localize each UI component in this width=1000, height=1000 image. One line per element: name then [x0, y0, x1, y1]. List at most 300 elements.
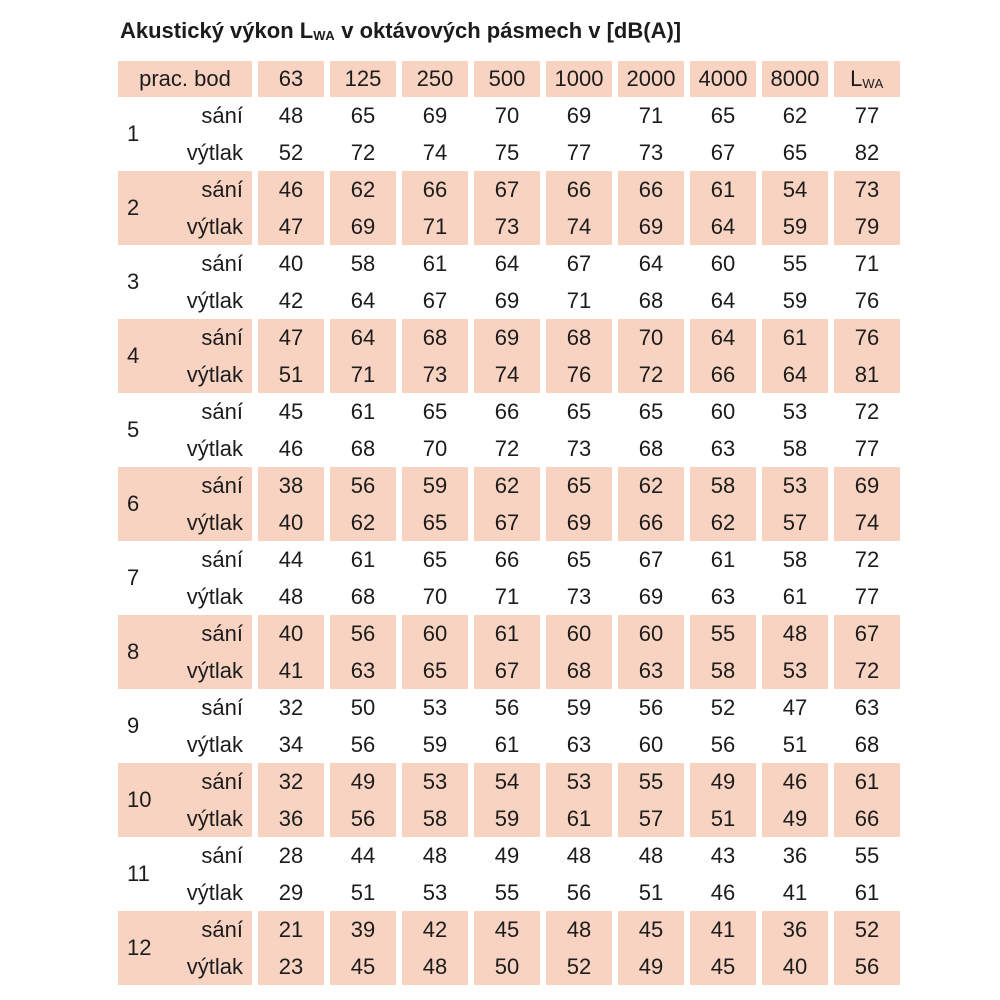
value-cell: 64 — [762, 356, 828, 393]
value-cell: 68 — [402, 319, 468, 356]
value-cell: 60 — [618, 615, 684, 652]
row-label-sani: sání — [201, 399, 243, 424]
row-label-vytlak: výtlak — [186, 658, 243, 683]
value-cell: 62 — [690, 504, 756, 541]
value-cell: 41 — [782, 879, 808, 905]
value-cell: 46 — [278, 435, 304, 461]
value-cell: 61 — [762, 319, 828, 356]
value-cell: 48 — [422, 842, 448, 868]
group-5-sani-row — [118, 393, 900, 430]
value-cell: 56 — [834, 948, 900, 985]
group-12-label-cell — [118, 911, 252, 985]
value-cell: 60 — [402, 615, 468, 652]
value-cell: 71 — [566, 287, 592, 313]
value-cell: 23 — [258, 948, 324, 985]
row-label-vytlak: výtlak — [186, 362, 243, 387]
value-cell: 60 — [638, 731, 664, 757]
value-cell: 40 — [762, 948, 828, 985]
value-cell: 76 — [854, 287, 880, 313]
value-cell: 41 — [258, 652, 324, 689]
group-row-labels — [187, 171, 243, 245]
group-12-sani-row — [118, 911, 900, 948]
value-cell: 34 — [278, 731, 304, 757]
group-row-labels — [187, 467, 243, 541]
value-cell: 56 — [330, 800, 396, 837]
value-cell: 49 — [618, 948, 684, 985]
group-row-labels — [187, 97, 243, 171]
group-7-sani-row — [118, 541, 900, 578]
row-label-vytlak: výtlak — [186, 140, 243, 165]
value-cell: 49 — [762, 800, 828, 837]
value-cell: 51 — [258, 356, 324, 393]
value-cell: 69 — [638, 583, 664, 609]
value-cell: 54 — [474, 763, 540, 800]
value-cell: 41 — [690, 911, 756, 948]
value-cell: 63 — [566, 731, 592, 757]
value-cell: 45 — [330, 948, 396, 985]
value-cell: 67 — [474, 171, 540, 208]
value-cell: 59 — [762, 208, 828, 245]
value-cell: 54 — [762, 171, 828, 208]
title-text: Akustický výkon L — [120, 18, 314, 43]
value-cell: 68 — [854, 731, 880, 757]
value-cell: 69 — [834, 467, 900, 504]
group-number: 4 — [127, 343, 140, 368]
value-cell: 32 — [258, 763, 324, 800]
group-5-label-cell — [118, 393, 252, 467]
value-cell: 73 — [566, 583, 592, 609]
value-cell: 65 — [402, 504, 468, 541]
value-cell: 67 — [710, 139, 736, 165]
group-8-sani-row — [118, 615, 900, 652]
row-label-sani: sání — [201, 621, 243, 646]
value-cell: 67 — [638, 546, 664, 572]
value-cell: 71 — [330, 356, 396, 393]
value-cell: 72 — [834, 652, 900, 689]
row-label-sani: sání — [201, 177, 243, 202]
value-cell: 39 — [330, 911, 396, 948]
value-cell: 66 — [618, 504, 684, 541]
value-cell: 64 — [710, 287, 736, 313]
value-cell: 63 — [710, 583, 736, 609]
value-cell: 65 — [566, 546, 592, 572]
value-cell: 55 — [854, 842, 880, 868]
value-cell: 49 — [330, 763, 396, 800]
value-cell: 60 — [710, 250, 736, 276]
value-cell: 70 — [422, 583, 448, 609]
value-cell: 64 — [494, 250, 520, 276]
octave-band-table — [112, 61, 906, 985]
row-label-sani: sání — [201, 843, 243, 868]
value-cell: 60 — [710, 398, 736, 424]
value-cell: 40 — [258, 615, 324, 652]
value-cell: 61 — [474, 615, 540, 652]
group-label-wrap — [118, 393, 252, 467]
group-11-sani-row — [118, 837, 900, 874]
value-cell: 71 — [402, 208, 468, 245]
group-label-wrap — [118, 245, 252, 319]
value-cell: 65 — [638, 398, 664, 424]
value-cell: 64 — [638, 250, 664, 276]
value-cell: 58 — [782, 435, 808, 461]
value-cell: 77 — [854, 102, 880, 128]
value-cell: 77 — [854, 435, 880, 461]
group-row-labels — [187, 911, 243, 985]
value-cell: 67 — [422, 287, 448, 313]
value-cell: 66 — [618, 171, 684, 208]
value-cell: 74 — [422, 139, 448, 165]
value-cell: 56 — [566, 879, 592, 905]
value-cell: 62 — [330, 504, 396, 541]
value-cell: 44 — [278, 546, 304, 572]
group-7-label-cell — [118, 541, 252, 615]
value-cell: 36 — [782, 842, 808, 868]
column-header-4000: 4000 — [690, 61, 756, 97]
value-cell: 47 — [258, 208, 324, 245]
value-cell: 61 — [710, 546, 736, 572]
value-cell: 63 — [710, 435, 736, 461]
value-cell: 66 — [546, 171, 612, 208]
column-header-prac-bod: prac. bod — [118, 61, 252, 97]
value-cell: 40 — [278, 250, 304, 276]
group-number: 7 — [127, 565, 140, 590]
lwa-main: L — [850, 66, 863, 91]
group-number: 2 — [127, 195, 140, 220]
value-cell: 71 — [638, 102, 664, 128]
value-cell: 73 — [834, 171, 900, 208]
group-number: 12 — [127, 935, 152, 960]
value-cell: 66 — [494, 398, 520, 424]
value-cell: 45 — [278, 398, 304, 424]
column-header-2000: 2000 — [618, 61, 684, 97]
value-cell: 72 — [350, 139, 376, 165]
group-2-sani-row — [118, 171, 900, 208]
value-cell: 70 — [422, 435, 448, 461]
title-subscript: WA — [313, 28, 336, 43]
value-cell: 72 — [618, 356, 684, 393]
value-cell: 72 — [854, 546, 880, 572]
value-cell: 65 — [402, 652, 468, 689]
column-header-250: 250 — [402, 61, 468, 97]
value-cell: 48 — [278, 102, 304, 128]
group-2-label-cell — [118, 171, 252, 245]
value-cell: 75 — [494, 139, 520, 165]
page-title — [120, 18, 1000, 47]
row-label-vytlak: výtlak — [186, 880, 243, 905]
value-cell: 52 — [546, 948, 612, 985]
value-cell: 66 — [834, 800, 900, 837]
row-label-sani: sání — [201, 769, 243, 794]
value-cell: 53 — [762, 652, 828, 689]
value-cell: 55 — [782, 250, 808, 276]
value-cell: 61 — [350, 398, 376, 424]
value-cell: 55 — [690, 615, 756, 652]
row-label-vytlak: výtlak — [186, 806, 243, 831]
value-cell: 68 — [546, 652, 612, 689]
value-cell: 79 — [834, 208, 900, 245]
group-9-label-cell — [118, 689, 252, 763]
group-label-wrap — [118, 171, 252, 245]
group-1-sani-row — [118, 97, 900, 134]
value-cell: 76 — [834, 319, 900, 356]
value-cell: 53 — [422, 879, 448, 905]
value-cell: 61 — [690, 171, 756, 208]
row-label-sani: sání — [201, 547, 243, 572]
value-cell: 63 — [854, 694, 880, 720]
value-cell: 69 — [330, 208, 396, 245]
value-cell: 59 — [422, 731, 448, 757]
value-cell: 58 — [690, 467, 756, 504]
value-cell: 82 — [854, 139, 880, 165]
value-cell: 45 — [690, 948, 756, 985]
value-cell: 71 — [854, 250, 880, 276]
value-cell: 61 — [422, 250, 448, 276]
value-cell: 81 — [834, 356, 900, 393]
value-cell: 51 — [638, 879, 664, 905]
value-cell: 36 — [762, 911, 828, 948]
group-row-labels — [187, 245, 243, 319]
group-row-labels — [187, 393, 243, 467]
value-cell: 65 — [350, 102, 376, 128]
group-3-label-cell — [118, 245, 252, 319]
value-cell: 66 — [690, 356, 756, 393]
row-label-vytlak: výtlak — [186, 288, 243, 313]
row-label-sani: sání — [201, 103, 243, 128]
value-cell: 65 — [710, 102, 736, 128]
value-cell: 65 — [782, 139, 808, 165]
row-label-vytlak: výtlak — [186, 510, 243, 535]
group-row-labels — [187, 837, 243, 911]
value-cell: 53 — [762, 467, 828, 504]
value-cell: 62 — [618, 467, 684, 504]
group-label-wrap — [118, 763, 252, 837]
value-cell: 67 — [474, 504, 540, 541]
value-cell: 42 — [402, 911, 468, 948]
value-cell: 52 — [834, 911, 900, 948]
column-header-lwa — [834, 61, 900, 97]
group-number: 6 — [127, 491, 140, 516]
value-cell: 48 — [638, 842, 664, 868]
group-4-label-cell — [118, 319, 252, 393]
value-cell: 67 — [566, 250, 592, 276]
group-row-labels — [187, 689, 243, 763]
value-cell: 74 — [834, 504, 900, 541]
group-label-wrap — [118, 837, 252, 911]
value-cell: 74 — [546, 208, 612, 245]
value-cell: 64 — [690, 319, 756, 356]
group-number: 11 — [127, 861, 150, 886]
value-cell: 64 — [350, 287, 376, 313]
value-cell: 56 — [350, 731, 376, 757]
value-cell: 65 — [422, 398, 448, 424]
row-label-vytlak: výtlak — [186, 436, 243, 461]
group-row-labels — [187, 615, 243, 689]
value-cell: 66 — [494, 546, 520, 572]
value-cell: 38 — [258, 467, 324, 504]
value-cell: 55 — [494, 879, 520, 905]
value-cell: 58 — [350, 250, 376, 276]
column-header-63: 63 — [258, 61, 324, 97]
value-cell: 36 — [258, 800, 324, 837]
value-cell: 48 — [566, 842, 592, 868]
group-number: 9 — [127, 713, 140, 738]
group-1-label-cell — [118, 97, 252, 171]
value-cell: 73 — [402, 356, 468, 393]
group-number: 5 — [127, 417, 140, 442]
group-label-wrap — [118, 689, 252, 763]
value-cell: 32 — [278, 694, 304, 720]
group-10-sani-row — [118, 763, 900, 800]
value-cell: 65 — [422, 546, 448, 572]
value-cell: 57 — [762, 504, 828, 541]
value-cell: 70 — [494, 102, 520, 128]
group-label-wrap — [118, 467, 252, 541]
value-cell: 69 — [566, 102, 592, 128]
value-cell: 69 — [546, 504, 612, 541]
group-label-wrap — [118, 97, 252, 171]
group-label-wrap — [118, 541, 252, 615]
group-9-sani-row — [118, 689, 900, 726]
value-cell: 56 — [710, 731, 736, 757]
value-cell: 44 — [350, 842, 376, 868]
value-cell: 61 — [854, 879, 880, 905]
value-cell: 68 — [350, 583, 376, 609]
group-11-label-cell — [118, 837, 252, 911]
group-6-sani-row — [118, 467, 900, 504]
value-cell: 73 — [638, 139, 664, 165]
value-cell: 58 — [402, 800, 468, 837]
value-cell: 62 — [330, 171, 396, 208]
value-cell: 58 — [690, 652, 756, 689]
row-label-vytlak: výtlak — [186, 732, 243, 757]
value-cell: 76 — [546, 356, 612, 393]
value-cell: 65 — [566, 398, 592, 424]
value-cell: 67 — [474, 652, 540, 689]
value-cell: 59 — [566, 694, 592, 720]
value-cell: 73 — [566, 435, 592, 461]
value-cell: 62 — [474, 467, 540, 504]
group-number: 1 — [127, 121, 140, 146]
table-header-row — [118, 61, 900, 97]
group-number: 8 — [127, 639, 140, 664]
value-cell: 45 — [474, 911, 540, 948]
value-cell: 60 — [546, 615, 612, 652]
value-cell: 43 — [710, 842, 736, 868]
value-cell: 48 — [402, 948, 468, 985]
column-header-1000: 1000 — [546, 61, 612, 97]
group-label-wrap — [118, 319, 252, 393]
value-cell: 29 — [278, 879, 304, 905]
value-cell: 70 — [618, 319, 684, 356]
row-label-sani: sání — [201, 251, 243, 276]
value-cell: 55 — [618, 763, 684, 800]
group-number: 10 — [127, 787, 152, 812]
value-cell: 68 — [350, 435, 376, 461]
value-cell: 59 — [402, 467, 468, 504]
value-cell: 48 — [762, 615, 828, 652]
value-cell: 50 — [474, 948, 540, 985]
value-cell: 53 — [546, 763, 612, 800]
value-cell: 56 — [638, 694, 664, 720]
row-label-vytlak: výtlak — [186, 584, 243, 609]
group-row-labels — [187, 763, 243, 837]
group-row-labels — [187, 319, 243, 393]
value-cell: 46 — [258, 171, 324, 208]
value-cell: 49 — [690, 763, 756, 800]
value-cell: 52 — [278, 139, 304, 165]
value-cell: 65 — [546, 467, 612, 504]
group-8-label-cell — [118, 615, 252, 689]
value-cell: 50 — [350, 694, 376, 720]
row-label-vytlak: výtlak — [186, 954, 243, 979]
value-cell: 69 — [494, 287, 520, 313]
value-cell: 40 — [258, 504, 324, 541]
value-cell: 77 — [854, 583, 880, 609]
title-suffix: v oktávových pásmech v [dB(A)] — [335, 18, 682, 43]
group-number: 3 — [127, 269, 140, 294]
row-label-sani: sání — [201, 917, 243, 942]
group-label-wrap — [118, 911, 252, 985]
group-row-labels — [187, 541, 243, 615]
value-cell: 51 — [350, 879, 376, 905]
value-cell: 59 — [782, 287, 808, 313]
value-cell: 63 — [330, 652, 396, 689]
value-cell: 68 — [546, 319, 612, 356]
row-label-sani: sání — [201, 695, 243, 720]
value-cell: 74 — [474, 356, 540, 393]
group-4-sani-row — [118, 319, 900, 356]
value-cell: 73 — [474, 208, 540, 245]
value-cell: 59 — [474, 800, 540, 837]
column-header-125: 125 — [330, 61, 396, 97]
value-cell: 72 — [854, 398, 880, 424]
value-cell: 64 — [690, 208, 756, 245]
value-cell: 56 — [494, 694, 520, 720]
value-cell: 58 — [782, 546, 808, 572]
value-cell: 68 — [638, 435, 664, 461]
value-cell: 53 — [422, 694, 448, 720]
value-cell: 51 — [690, 800, 756, 837]
value-cell: 47 — [258, 319, 324, 356]
value-cell: 77 — [566, 139, 592, 165]
value-cell: 51 — [782, 731, 808, 757]
value-cell: 62 — [782, 102, 808, 128]
value-cell: 46 — [710, 879, 736, 905]
value-cell: 48 — [546, 911, 612, 948]
value-cell: 69 — [422, 102, 448, 128]
lwa-subscript: WA — [862, 76, 884, 91]
value-cell: 56 — [330, 467, 396, 504]
row-label-sani: sání — [201, 325, 243, 350]
value-cell: 46 — [762, 763, 828, 800]
row-label-sani: sání — [201, 473, 243, 498]
value-cell: 66 — [402, 171, 468, 208]
column-header-8000: 8000 — [762, 61, 828, 97]
value-cell: 61 — [834, 763, 900, 800]
value-cell: 53 — [782, 398, 808, 424]
value-cell: 69 — [618, 208, 684, 245]
group-label-wrap — [118, 615, 252, 689]
value-cell: 57 — [618, 800, 684, 837]
group-3-sani-row — [118, 245, 900, 282]
value-cell: 48 — [278, 583, 304, 609]
value-cell: 45 — [618, 911, 684, 948]
value-cell: 61 — [350, 546, 376, 572]
value-cell: 63 — [618, 652, 684, 689]
value-cell: 69 — [474, 319, 540, 356]
column-header-500: 500 — [474, 61, 540, 97]
value-cell: 72 — [494, 435, 520, 461]
